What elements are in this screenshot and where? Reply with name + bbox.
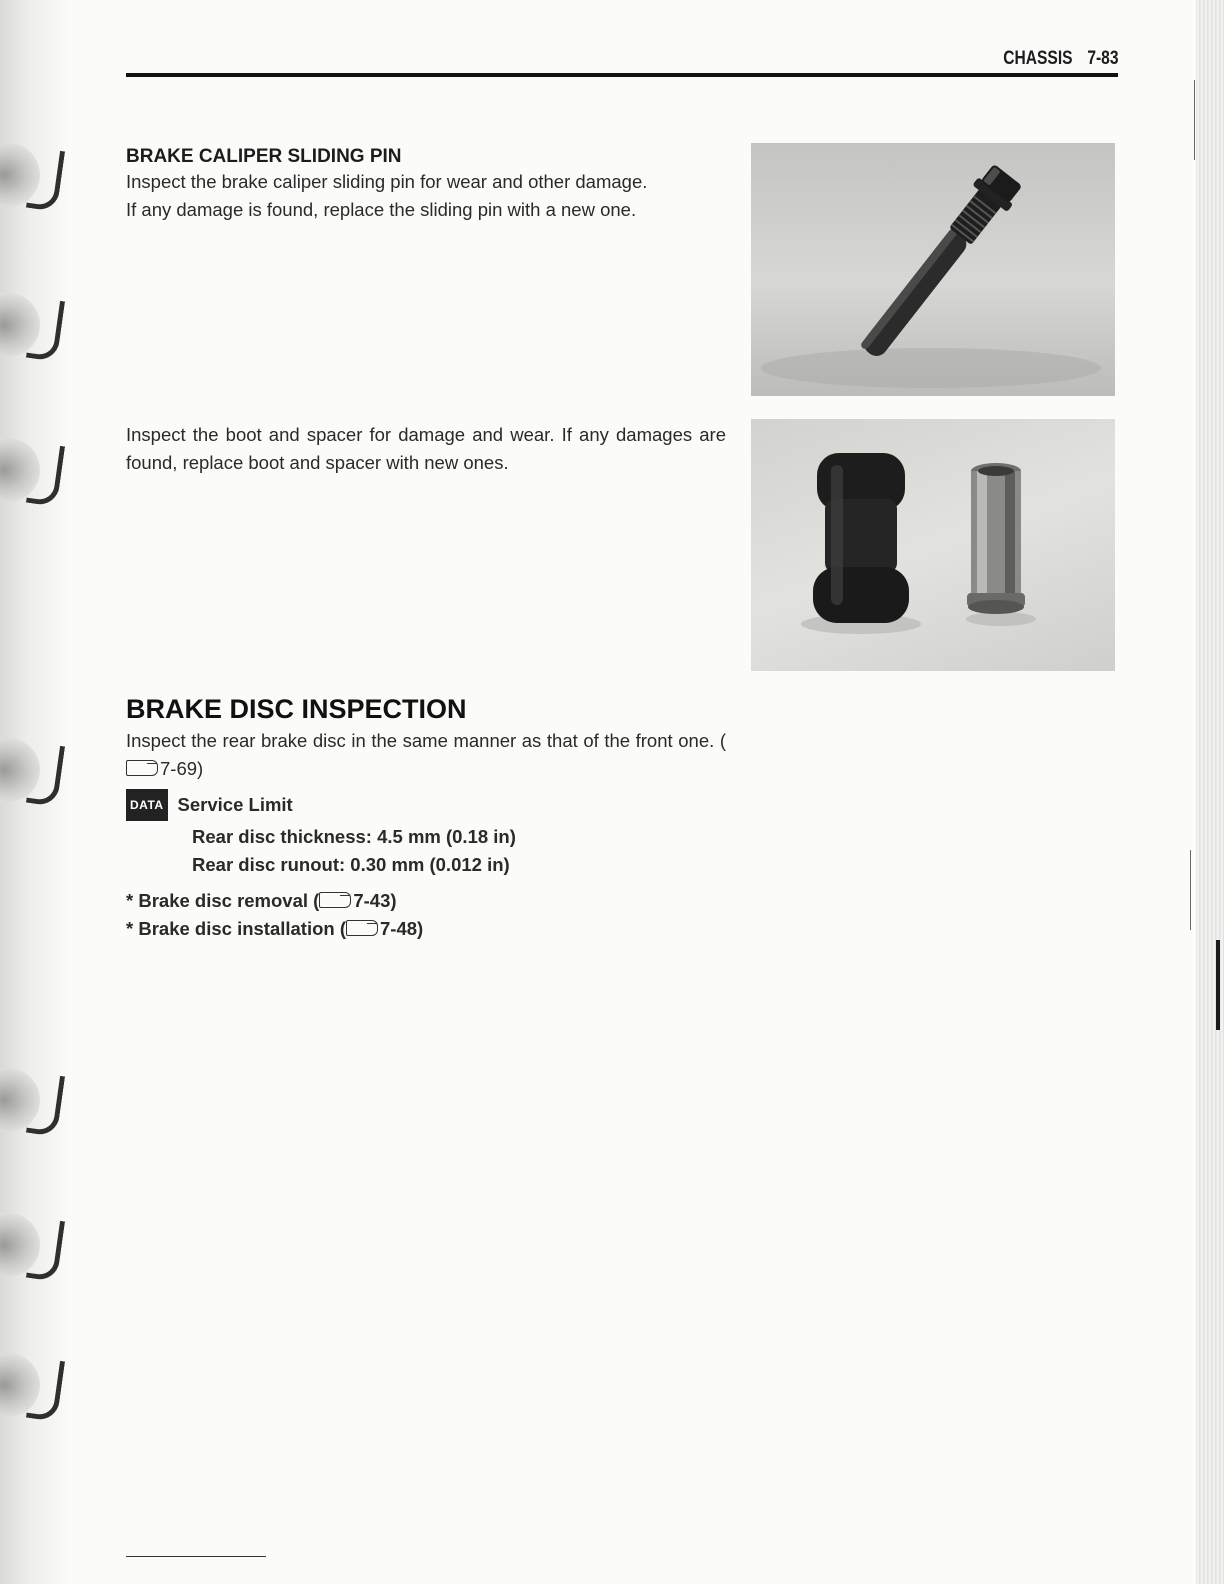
disc-installation-link[interactable]: 7-48) bbox=[380, 918, 424, 939]
binder-ring bbox=[0, 430, 62, 510]
boot-spacer-section bbox=[126, 421, 726, 477]
caliper-pin-heading: BRAKE CALIPER SLIDING PIN bbox=[126, 146, 402, 167]
caliper-pin-line2: If any damage is found, replace the sliding pin with a new one. bbox=[126, 199, 637, 220]
service-limit-label: Service Limit bbox=[177, 794, 293, 815]
binder-ring bbox=[0, 1205, 62, 1285]
disc-inspection-body: Inspect the rear brake disc in the same manner as that of the front one. bbox=[126, 730, 715, 751]
disc-installation-ref bbox=[126, 915, 726, 943]
reference-hand-icon bbox=[319, 892, 351, 908]
footer-rule bbox=[126, 1556, 266, 1557]
page-stack-edge bbox=[1196, 0, 1224, 1584]
boot-spacer-text: Inspect the boot and spacer for damage and wear. If any damages are found, replace boot and spacer with new ones. bbox=[126, 424, 726, 473]
disc-ref-link[interactable]: 7-69) bbox=[160, 758, 204, 779]
disc-removal-ref bbox=[126, 887, 726, 915]
caliper-pin-line1: Inspect the brake caliper sliding pin for wear and other damage. bbox=[126, 171, 648, 192]
scan-line bbox=[1190, 850, 1191, 930]
sliding-pin-photo bbox=[751, 143, 1115, 396]
binder-ring bbox=[0, 285, 62, 365]
binder-ring bbox=[0, 730, 62, 810]
reference-hand-icon bbox=[346, 920, 378, 936]
header-page-number: 7-83 bbox=[1086, 48, 1118, 69]
page-stack-mark bbox=[1216, 940, 1220, 1030]
boot-spacer-photo bbox=[751, 419, 1115, 671]
service-limit-block bbox=[126, 791, 726, 879]
service-limit-row bbox=[126, 791, 726, 823]
disc-runout-limit: Rear disc runout: 0.30 mm (0.012 in) bbox=[192, 854, 510, 875]
scan-line bbox=[1194, 80, 1195, 160]
page-header bbox=[1003, 48, 1118, 70]
disc-references bbox=[126, 887, 726, 943]
binder-ring bbox=[0, 135, 62, 215]
disc-inspection-section bbox=[126, 694, 726, 943]
reference-hand-icon bbox=[126, 760, 158, 776]
disc-inspection-text bbox=[126, 727, 726, 783]
disc-removal-link[interactable]: 7-43) bbox=[353, 890, 397, 911]
header-section: CHASSIS bbox=[1002, 48, 1073, 69]
binder-ring bbox=[0, 1060, 62, 1140]
disc-installation-label: * Brake disc installation ( bbox=[126, 918, 347, 939]
disc-removal-label: * Brake disc removal ( bbox=[126, 890, 320, 911]
disc-thickness-limit: Rear disc thickness: 4.5 mm (0.18 in) bbox=[192, 826, 516, 847]
boot-spacer-illustration bbox=[751, 419, 1115, 671]
caliper-pin-section bbox=[126, 146, 726, 224]
data-badge-icon: DATA bbox=[126, 789, 168, 821]
binder-ring bbox=[0, 1345, 62, 1425]
sliding-pin-illustration bbox=[751, 143, 1115, 396]
disc-inspection-heading: BRAKE DISC INSPECTION bbox=[126, 694, 467, 724]
disc-ref-open: ( bbox=[719, 730, 727, 751]
header-rule bbox=[126, 73, 1118, 77]
